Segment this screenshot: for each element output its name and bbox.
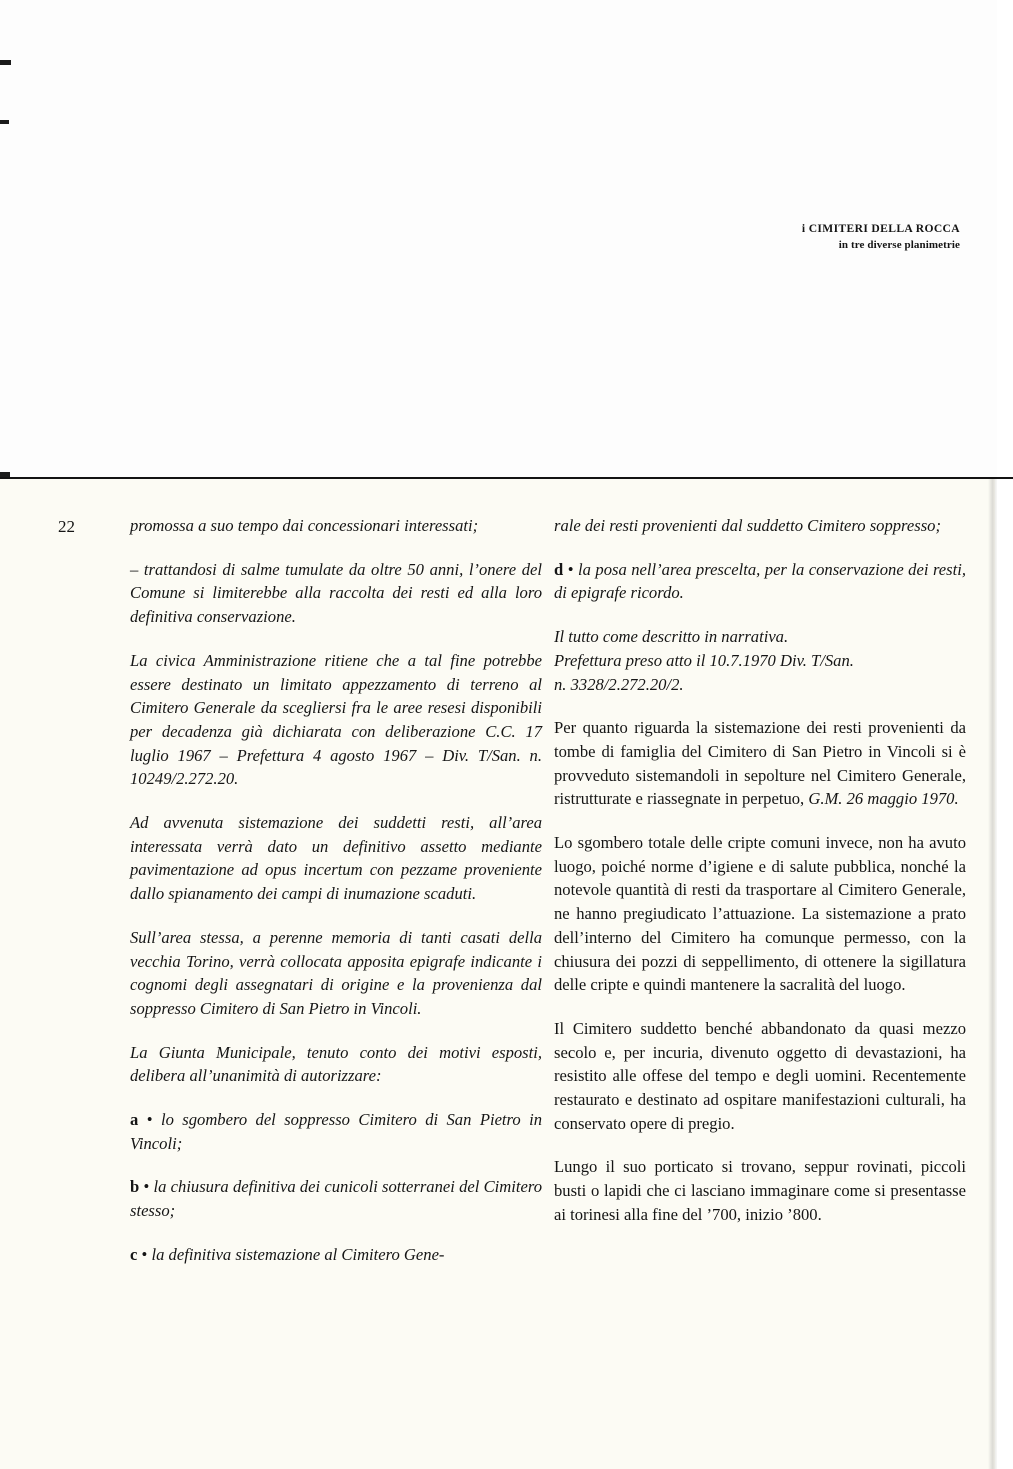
- list-item-c: [130, 1243, 542, 1267]
- paragraph-per-quanto-riguarda: [554, 716, 966, 811]
- list-text-b: la chiusura definitiva dei cunicoli sotterranei del Cimitero stesso;: [130, 1177, 542, 1221]
- paragraph-promossa: promossa a suo tempo dai concessionari interessati;: [130, 516, 479, 535]
- paragraph-sull-area-stessa: Sull’area stessa, a perenne memoria di tanti casati della vecchia Torino, verrà collocata apposita epigrafe indicante i cognomi degli assegnatari di origine e la provenienza dal soppresso Cimitero di San Pietro in Vincoli.: [130, 927, 542, 1018]
- per-quanto-citation: G.M. 26 maggio 1970.: [808, 789, 959, 809]
- paragraph-giunta-municipale: La Giunta Municipale, tenuto conto dei motivi esposti, delibera all’unanimità di autorizzare:: [130, 1042, 542, 1086]
- list-text-a: lo sgombero del soppresso Cimitero di San Pietro in Vincoli;: [130, 1110, 542, 1153]
- list-text-c: la definitiva sistemazione al Cimitero Gene-: [151, 1244, 445, 1264]
- list-marker-b: b: [130, 1177, 140, 1197]
- running-header-title: i CIMITERI DELLA ROCCA: [801, 222, 960, 235]
- il-tutto-line-3: n. 3328/2.272.20/2.: [554, 674, 684, 694]
- list-item-d: [554, 558, 966, 605]
- list-bullet-b: •: [143, 1177, 150, 1197]
- page-edge-shadow: [988, 478, 997, 1469]
- list-bullet-a: •: [146, 1110, 153, 1130]
- paragraph-lungo-il-suo-porticato: Lungo il suo porticato si trovano, seppur rovinati, piccoli busti o lapidi che ci lasciano immaginare come si presentasse ai torinesi alla fine del ’700, inizio ’800.: [554, 1157, 966, 1224]
- horizontal-divider-rule: [0, 477, 1013, 479]
- registration-mark-rule: [0, 472, 10, 477]
- page-right-margin-backdrop: [997, 0, 1013, 1469]
- paragraph-trattandosi: – trattandosi di salme tumulate da oltre 50 anni, l’onere del Comune si limiterebbe alla raccolta dei resti ed alla loro definitiva conservazione.: [130, 559, 542, 627]
- list-bullet-d: •: [567, 559, 574, 579]
- page-number: 22: [58, 517, 75, 536]
- il-tutto-line-1: Il tutto come descritto in narrativa.: [554, 627, 789, 647]
- list-item-a: [130, 1108, 542, 1155]
- paragraph-il-cimitero-suddetto: Il Cimitero suddetto benché abbandonato da quasi mezzo secolo e, per incuria, divenuto oggetto di devastazioni, ha resistito alle offese del tempo e degli uomini. Recentemente restaurato e destinato ad ospitare manifestazioni culturali, ha conservato opere di pregio.: [554, 1018, 966, 1133]
- il-tutto-line-2: Prefettura preso atto il 10.7.1970 Div. T/San.: [554, 650, 854, 670]
- list-bullet-c: •: [141, 1244, 148, 1264]
- running-header-subtitle: in tre diverse planimetrie: [838, 238, 960, 251]
- text-column-right: [554, 514, 966, 1227]
- list-marker-a: a: [130, 1110, 139, 1130]
- list-text-d: la posa nell’area prescelta, per la conservazione dei resti, di epigrafe ricordo.: [554, 559, 966, 603]
- list-item-b: [130, 1175, 542, 1222]
- paragraph-civica-amministrazione: La civica Amministrazione ritiene che a tal fine potrebbe essere destinato un limitato appezzamento di terreno al Cimitero Generale da scegliersi fra le aree resesi disponibili per decadenza già dichiarata con deliberazione C.C. 17 luglio 1967 – Prefettura 4 agosto 1967 – Div. T/San. n. 10249/2.272.20.: [130, 650, 542, 789]
- registration-mark-middle: [0, 120, 9, 124]
- list-marker-c: c: [130, 1244, 138, 1264]
- paragraph-lo-sgombero-totale: Lo sgombero totale delle cripte comuni invece, non ha avuto luogo, poiché norme d’igiene e di salute pubblica, nonché la notevole quantità di resti da trasportare al Cimitero Generale, ne hanno pregiudicato l’attuazione. La sistemazione a prato dell’interno del Cimitero ha comunque permesso, con la chiusura dei pozzi di seppellimento, di ottenere la sigillatura delle cripte e quindi mantenere la sacralità del luogo.: [554, 833, 966, 995]
- registration-mark-top: [0, 60, 11, 65]
- list-marker-d: d: [554, 559, 564, 579]
- paragraph-ad-avvenuta: Ad avvenuta sistemazione dei suddetti resti, all’area interessata verrà dato un definitivo assetto mediante pavimentazione ad opus incertum con pezzame proveniente dallo spianamento dei campi di inumazione scaduti.: [130, 813, 542, 904]
- paragraph-il-tutto: [554, 625, 966, 696]
- text-column-left: [130, 514, 542, 1267]
- per-quanto-body: Per quanto riguarda la sistemazione dei resti provenienti da tombe di famiglia del Cimitero di San Pietro in Vincoli si è provveduto sistemandoli in sepolture nel Cimitero Generale, ristrutturate e riassegnate in perpetuo,: [554, 718, 966, 809]
- paragraph-rale-dei-resti: rale dei resti provenienti dal suddetto Cimitero soppresso;: [554, 516, 941, 535]
- running-header: [640, 221, 960, 254]
